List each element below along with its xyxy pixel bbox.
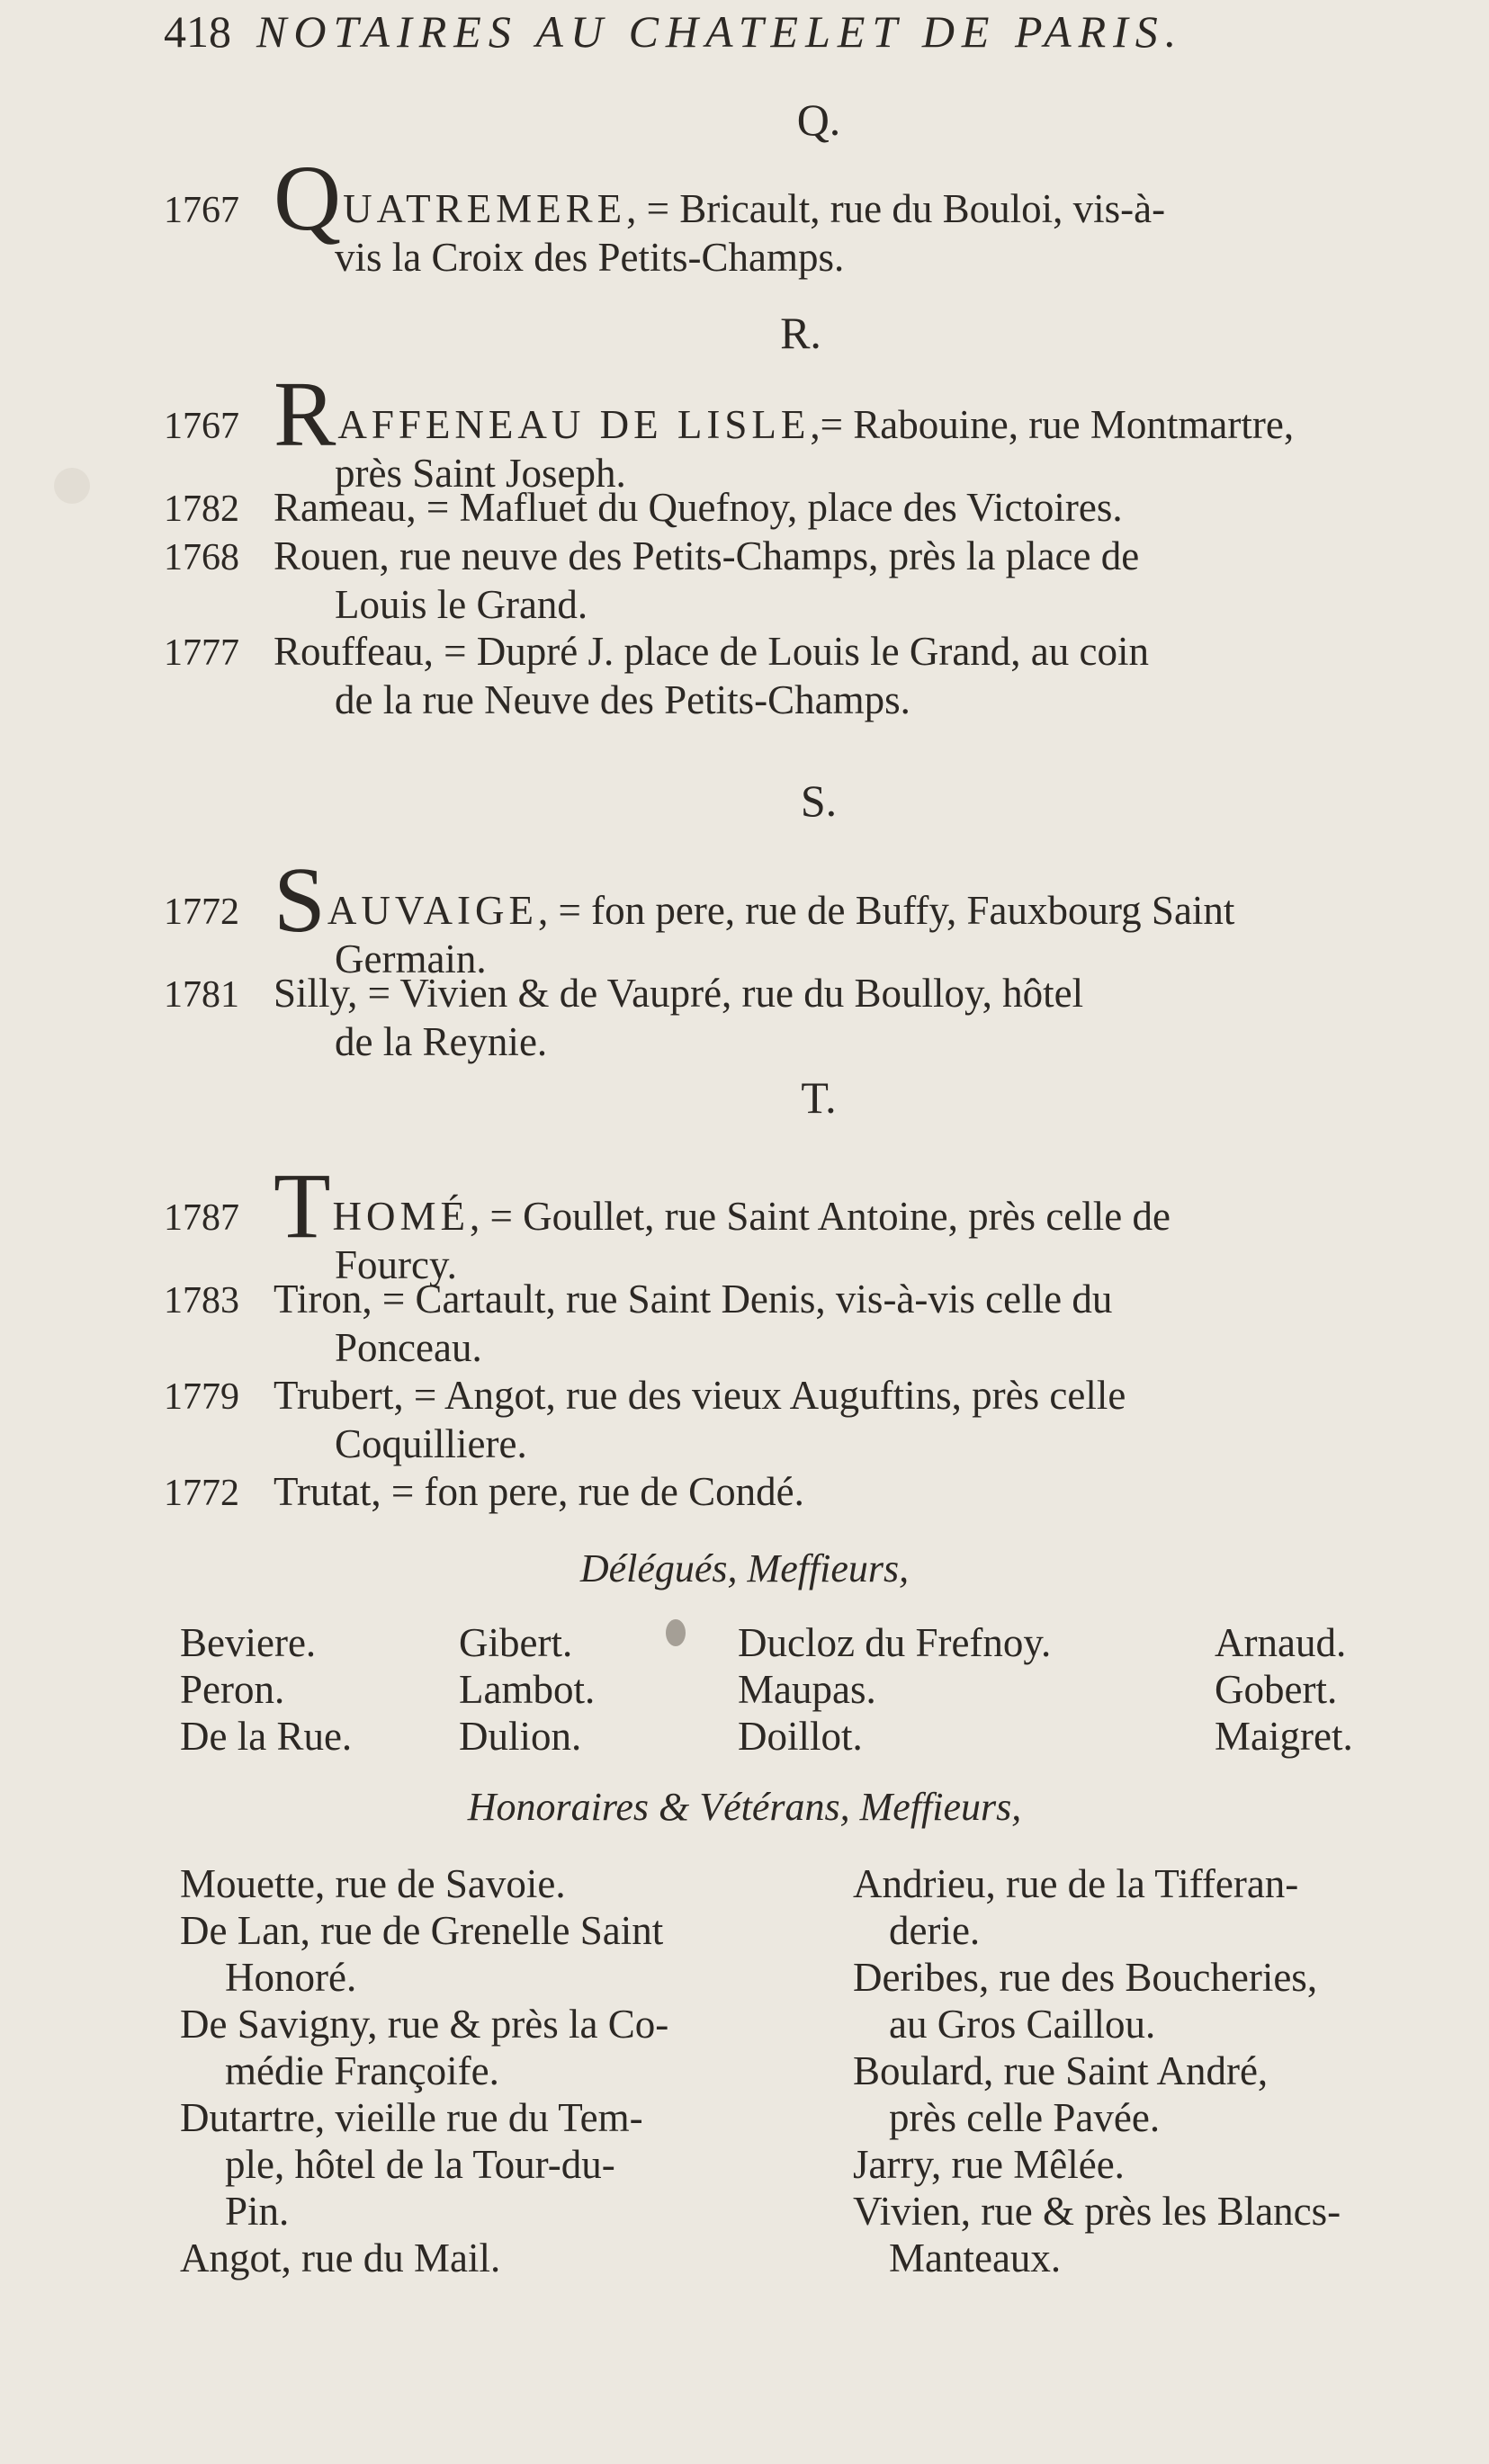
entry-year: 1782 [164,488,239,530]
delegue-name: Beviere. [180,1620,317,1665]
honoraire-line: Jarry, rue Mêlée. [853,2142,1125,2187]
entry-text: Rouen, rue neuve des Petits-Champs, près la place de [274,533,1140,578]
delegue-name: Maigret. [1215,1714,1353,1759]
entry-sauvaige [164,848,1450,982]
delegues-row [180,1619,1440,1666]
honoraire-line: Angot, rue du Mail. [180,2236,501,2280]
entry-text: Trubert, = Angot, rue des vieux Auguftins, près celle [274,1373,1126,1418]
delegue-name: De la Rue. [180,1714,353,1759]
honoraires-left-column [180,1860,810,2281]
entry-year: 1772 [164,1473,239,1514]
delegue-name: Gobert. [1215,1667,1338,1712]
delegue-name: Ducloz du Frefnoy. [738,1620,1052,1665]
entry-thome [164,1154,1450,1288]
delegues-heading: Délégués, Meffieurs, [579,1546,910,1590]
entry-trubert [164,1372,1450,1467]
entry-continuation: Coquilliere. [335,1421,527,1466]
honoraire-line: Pin. [225,2189,290,2234]
entry-rameau [164,484,1450,533]
entry-year: 1779 [164,1376,239,1418]
honoraire-line: Honoré. [225,1955,357,2000]
delegue-name: Lambot. [459,1667,596,1712]
drop-capital: R [274,363,336,466]
entry-name: UATREMERE [343,186,627,231]
honoraire-line: De Savigny, rue & près la Co- [180,2002,669,2047]
entry-text: Tiron, = Cartault, rue Saint Denis, vis-à-vis celle du [274,1277,1113,1322]
entry-tiron [164,1276,1450,1371]
drop-capital: Q [274,147,342,250]
delegues-row [180,1666,1440,1713]
entry-text: ,= Rabouine, rue Montmartre, [810,402,1295,447]
entry-year: 1787 [164,1197,239,1239]
entry-text: Rameau, = Mafluet du Quefnoy, place des Victoires. [274,485,1123,530]
entry-continuation: de la rue Neuve des Petits-Champs. [335,677,910,722]
honoraire-line: De Lan, rue de Grenelle Saint [180,1908,664,1953]
entry-text: Rouffeau, = Dupré J. place de Louis le Grand, au coin [274,629,1149,674]
section-r-heading: R. [780,308,821,358]
delegues-row [180,1713,1440,1760]
entry-year: 1767 [164,406,239,447]
entry-year: 1772 [164,892,239,933]
section-t-heading: T. [801,1072,837,1123]
honoraire-line: médie Françoife. [225,2048,499,2093]
honoraire-line: derie. [889,1908,981,1953]
delegue-name: Arnaud. [1215,1620,1347,1665]
entry-name: AFFENEAU DE LISLE [337,402,811,447]
honoraire-line: près celle Pavée. [889,2095,1161,2140]
honoraire-line: au Gros Caillou. [889,2002,1156,2047]
entry-rouen [164,533,1450,628]
honoraire-line: Deribes, rue des Boucheries, [853,1955,1318,2000]
honoraires-heading: Honoraires & Vétérans, Meffieurs, [467,1785,1022,1829]
entry-text: , = Bricault, rue du Bouloi, vis-à- [626,186,1166,231]
honoraire-line: Andrieu, rue de la Tifferan- [853,1861,1299,1906]
honoraires-right-column [853,1860,1483,2281]
entry-year: 1767 [164,190,239,231]
delegue-name: Maupas. [738,1667,876,1712]
honoraire-line: Vivien, rue & près les Blancs- [853,2189,1341,2234]
entry-continuation: Fourcy. [335,1242,457,1287]
entry-rouffeau [164,628,1450,723]
honoraire-line: Boulard, rue Saint André, [853,2048,1269,2093]
honoraire-line: Dutartre, vieille rue du Tem- [180,2095,643,2140]
entry-quatremere [164,147,1450,281]
honoraire-line: Mouette, rue de Savoie. [180,1861,566,1906]
honoraire-line: Manteaux. [889,2236,1062,2280]
entry-continuation: de la Reynie. [335,1019,548,1064]
entry-trutat [164,1468,1450,1517]
entry-year: 1777 [164,632,239,674]
drop-capital: T [274,1154,331,1258]
section-q-heading: Q. [796,94,841,145]
honoraire-line: ple, hôtel de la Tour-du- [225,2142,615,2187]
entry-raffeneau [164,363,1450,497]
entry-continuation: Louis le Grand. [335,582,588,627]
entry-continuation: Ponceau. [335,1325,482,1370]
entry-name: HOMÉ [332,1194,471,1239]
entry-name: AUVAIGE [327,888,539,933]
delegue-name: Dulion. [459,1714,582,1759]
entry-continuation: vis la Croix des Petits-Champs. [335,235,845,280]
entry-continuation: Germain. [335,936,487,981]
section-s-heading: S. [800,775,838,826]
entry-text: Trutat, = fon pere, rue de Condé. [274,1469,804,1514]
drop-capital: S [274,848,326,952]
delegue-name: Doillot. [738,1714,863,1759]
entry-continuation: près Saint Joseph. [335,451,626,496]
entry-text: , = Goullet, rue Saint Antoine, près celle de [470,1194,1171,1239]
entry-year: 1768 [164,537,239,578]
delegues-list [180,1619,1440,1760]
entry-silly [164,970,1450,1065]
entry-year: 1781 [164,974,239,1016]
running-title: NOTAIRES AU CHATELET DE PARIS. [256,6,1184,57]
entry-year: 1783 [164,1280,239,1322]
delegue-name: Gibert. [459,1620,573,1665]
entry-text: Silly, = Vivien & de Vaupré, rue du Boulloy, hôtel [274,971,1084,1016]
entry-text: , = fon pere, rue de Buffy, Fauxbourg Saint [538,888,1235,933]
page-header [164,5,1450,59]
delegue-name: Peron. [180,1667,285,1712]
page-number: 418 [164,6,231,57]
paper-spot [54,468,90,504]
